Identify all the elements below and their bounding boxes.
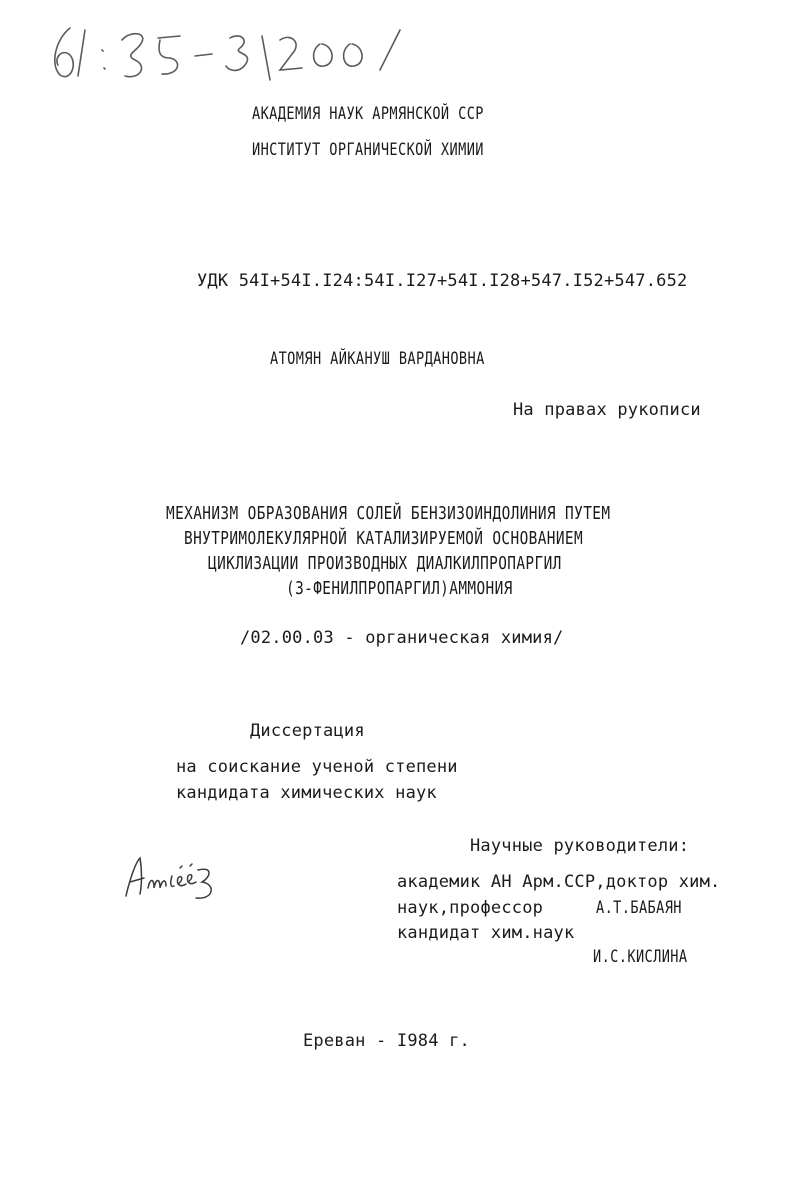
supervisor-1-name: А.Т.БАБАЯН bbox=[596, 898, 682, 918]
handwritten-signature bbox=[118, 848, 228, 908]
degree-field-line: кандидата химических наук bbox=[176, 783, 437, 803]
rights-note: На правах рукописи bbox=[513, 400, 701, 420]
place-and-year: Ереван - I984 г. bbox=[303, 1031, 470, 1051]
academy-name: АКАДЕМИЯ НАУК АРМЯНСКОЙ ССР bbox=[252, 104, 484, 124]
institute-name: ИНСТИТУТ ОРГАНИЧЕСКОЙ ХИМИИ bbox=[252, 140, 484, 160]
specialty-code: /02.00.03 - органическая химия/ bbox=[240, 628, 564, 648]
udc-code: УДК 54I+54I.I24:54I.I27+54I.I28+547.I52+547.652 bbox=[197, 271, 688, 291]
dissertation-label: Диссертация bbox=[250, 721, 365, 741]
supervisors-heading: Научные руководители: bbox=[470, 836, 690, 856]
signature-drawing bbox=[118, 848, 228, 908]
degree-purpose-line: на соискание ученой степени bbox=[176, 757, 458, 777]
title-line: (3-ФЕНИЛПРОПАРГИЛ)АММОНИЯ bbox=[286, 578, 513, 599]
supervisor-2-title: кандидат хим.наук bbox=[397, 923, 575, 943]
title-line: МЕХАНИЗМ ОБРАЗОВАНИЯ СОЛЕЙ БЕНЗИЗОИНДОЛИНИЯ ПУТЕМ bbox=[166, 503, 611, 524]
archive-handwritten-mark bbox=[40, 10, 440, 95]
archive-mark-drawing bbox=[40, 10, 440, 95]
title-line: ВНУТРИМОЛЕКУЛЯРНОЙ КАТАЛИЗИРУЕМОЙ ОСНОВАНИЕМ bbox=[184, 528, 584, 549]
author-name: АТОМЯН АЙКАНУШ ВАРДАНОВНА bbox=[270, 349, 485, 369]
supervisor-2-name: И.С.КИСЛИНА bbox=[593, 947, 688, 967]
supervisor-1-title: академик АН Арм.ССР,доктор хим. bbox=[397, 872, 721, 892]
title-line: ЦИКЛИЗАЦИИ ПРОИЗВОДНЫХ ДИАЛКИЛПРОПАРГИЛ bbox=[208, 553, 562, 574]
supervisor-1-rank: наук,профессор bbox=[397, 898, 544, 918]
